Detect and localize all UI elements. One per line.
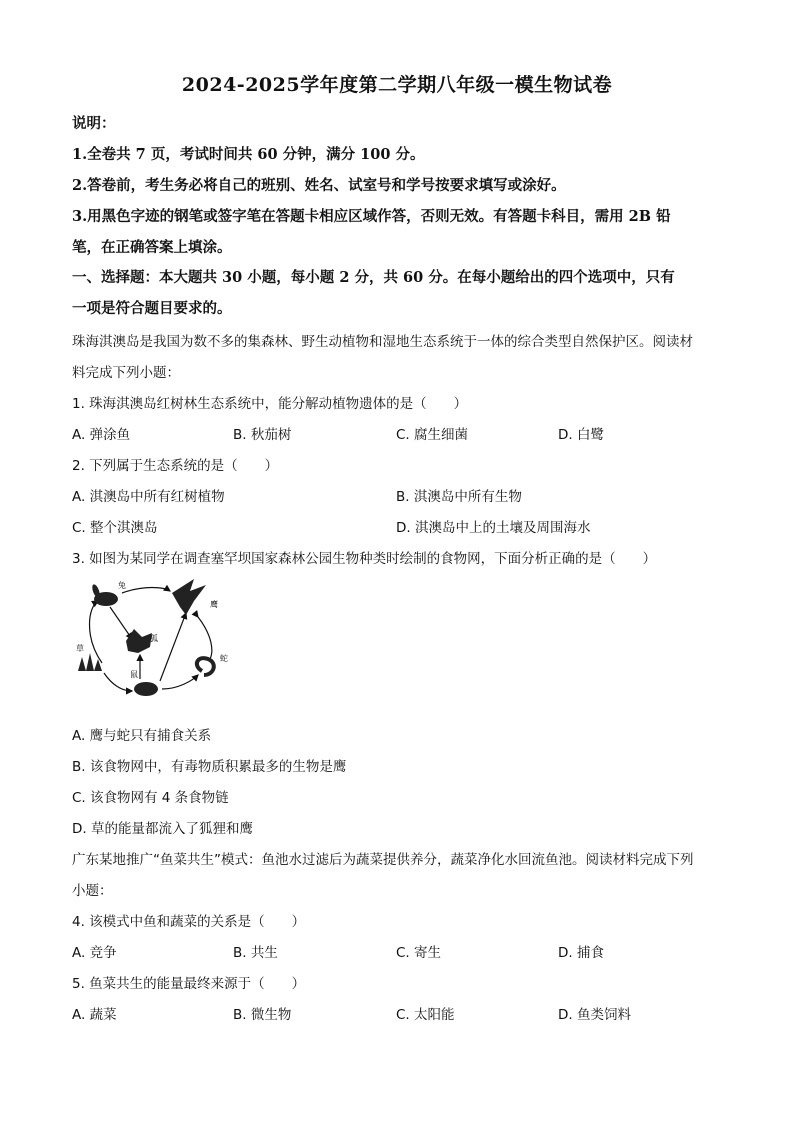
material-2-text: 广东某地推广“鱼菜共生”模式：鱼池水过滤后为蔬菜提供养分，蔬菜净化水回流鱼池。阅读材料完成下列 xyxy=(72,852,694,868)
note-item-3: 3.用黑色字迹的钢笔或签字笔在答题卡相应区域作答，否则无效。有答题卡科目，需用 2B 铅 xyxy=(72,208,671,225)
q5-option-c[interactable]: C. 太阳能 xyxy=(396,1007,455,1023)
arrow-snake-eagle xyxy=(198,617,212,659)
question-3-stem: 3. 如图为某同学在调查塞罕坝国家森林公园生物种类时绘制的食物网，下面分析正确的是（ ） xyxy=(72,551,657,567)
rabbit-icon xyxy=(91,583,118,606)
q3-option-d[interactable]: D. 草的能量都流入了狐狸和鹰 xyxy=(72,821,253,837)
q5-option-b[interactable]: B. 微生物 xyxy=(233,1007,292,1023)
snake-icon xyxy=(197,658,214,675)
food-web-diagram xyxy=(74,577,238,699)
grass-icon xyxy=(78,653,102,671)
label-grass: 草 xyxy=(76,644,84,653)
section-heading: 一、选择题：本大题共 30 小题，每小题 2 分，共 60 分。在每小题给出的四个选项中，只有 xyxy=(72,269,675,286)
note-item-3-cont: 笔，在正确答案上填涂。 xyxy=(72,239,232,256)
arrow-grass-mouse xyxy=(104,673,132,691)
q1-option-d[interactable]: D. 白鹭 xyxy=(558,427,604,443)
material-1-text: 珠海淇澳岛是我国为数不多的集森林、野生动植物和湿地生态系统于一体的综合类型自然保护区。阅读材 xyxy=(72,334,693,350)
label-snake: 蛇 xyxy=(220,654,228,663)
material-2-text-cont: 小题： xyxy=(72,883,113,899)
mouse-icon xyxy=(134,682,158,696)
q4-option-a[interactable]: A. 竞争 xyxy=(72,945,117,961)
arrow-rabbit-fox xyxy=(110,607,132,639)
fox-icon xyxy=(126,629,152,653)
question-1-stem: 1. 珠海淇澳岛红树林生态系统中，能分解动植物遗体的是（ ） xyxy=(72,396,468,412)
q1-option-c[interactable]: C. 腐生细菌 xyxy=(396,427,469,443)
q2-option-c[interactable]: C. 整个淇澳岛 xyxy=(72,520,158,536)
q4-option-c[interactable]: C. 寄生 xyxy=(396,945,442,961)
q4-option-d[interactable]: D. 捕食 xyxy=(558,945,604,961)
notes-heading: 说明： xyxy=(72,115,116,132)
eagle-icon xyxy=(172,579,206,615)
q2-option-b[interactable]: B. 淇澳岛中所有生物 xyxy=(396,489,522,505)
q1-option-b[interactable]: B. 秋茄树 xyxy=(233,427,292,443)
q3-option-c[interactable]: C. 该食物网有 4 条食物链 xyxy=(72,790,229,806)
arrow-mouse-snake xyxy=(162,675,198,689)
q2-option-d[interactable]: D. 淇澳岛中上的土壤及周围海水 xyxy=(396,520,591,536)
q5-option-a[interactable]: A. 蔬菜 xyxy=(72,1007,117,1023)
q2-option-a[interactable]: A. 淇澳岛中所有红树植物 xyxy=(72,489,225,505)
question-2-stem: 2. 下列属于生态系统的是（ ） xyxy=(72,458,279,474)
arrow-mouse-eagle xyxy=(160,613,186,681)
note-item-1: 1.全卷共 7 页，考试时间共 60 分钟，满分 100 分。 xyxy=(72,146,425,163)
arrow-grass-rabbit xyxy=(90,601,103,663)
material-1-text-cont: 料完成下列小题： xyxy=(72,365,180,381)
label-mouse: 鼠 xyxy=(130,670,138,679)
question-4-stem: 4. 该模式中鱼和蔬菜的关系是（ ） xyxy=(72,914,306,930)
page-title: 2024-2025学年度第二学期八年级一模生物试卷 xyxy=(181,74,613,96)
arrow-rabbit-eagle xyxy=(122,588,170,594)
note-item-2: 2.答卷前，考生务必将自己的班别、姓名、试室号和学号按要求填写或涂好。 xyxy=(72,177,566,194)
label-rabbit: 兔 xyxy=(118,581,126,590)
label-eagle: 鹰 xyxy=(210,600,218,609)
q5-option-d[interactable]: D. 鱼类饲料 xyxy=(558,1007,631,1023)
q3-option-a[interactable]: A. 鹰与蛇只有捕食关系 xyxy=(72,728,212,744)
section-heading-cont: 一项是符合题目要求的。 xyxy=(72,300,232,317)
question-5-stem: 5. 鱼菜共生的能量最终来源于（ ） xyxy=(72,976,306,992)
q4-option-b[interactable]: B. 共生 xyxy=(233,945,278,961)
label-fox: 狐 xyxy=(150,634,158,643)
q3-option-b[interactable]: B. 该食物网中，有毒物质积累最多的生物是鹰 xyxy=(72,759,347,775)
q1-option-a[interactable]: A. 弹涂鱼 xyxy=(72,427,131,443)
